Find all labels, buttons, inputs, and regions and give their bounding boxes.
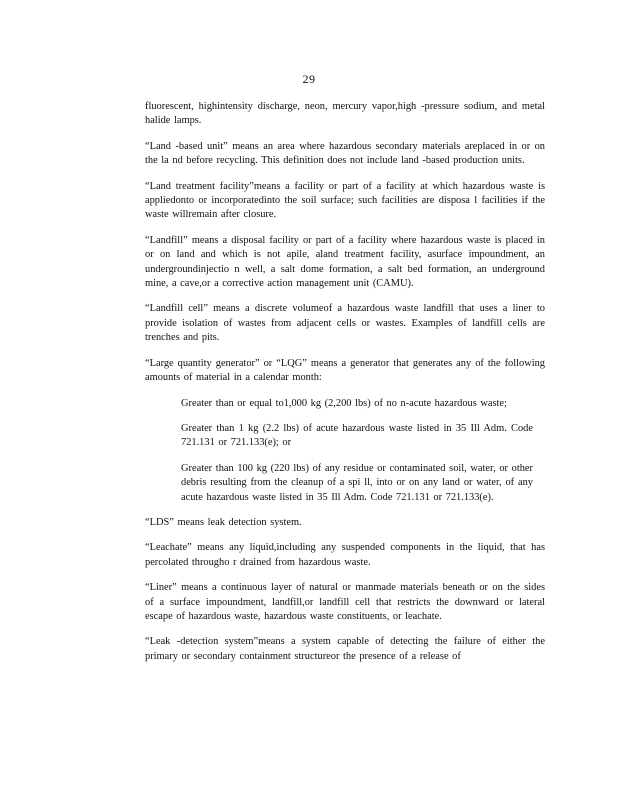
para-liner: “Liner” means a continuous layer of natural or manmade materials beneath or on the sides of a surface impoundment, landfill,or landfill cell that restricts the downward or lateral escape of hazardous waste, hazardous waste constituents, or leachate.: [145, 582, 545, 622]
item-acute-waste: Greater than 1 kg (2.2 lbs) of acute hazardous waste listed in 35 Ill Adm. Code 721.131 or 721.133(e); or: [181, 422, 533, 449]
lqg-criteria-list: [145, 397, 545, 505]
para-landfill: “Landfill” means a disposal facility or part of a facility where hazardous waste is placed in or on land and which is not apile, aland treatment facility, asurface impoundment, an undergroundinjectio n well, a salt dome formation, a salt bed formation, an underground mine, a cave,or a corrective action management unit (CAMU).: [145, 234, 545, 290]
para-leachate: “Leachate” means any liquid,including any suspended components in the liquid, that has percolated througho r drained from hazardous waste.: [145, 542, 545, 568]
definitions-before-list: [145, 100, 545, 386]
para-landfill-cell: “Landfill cell” means a discrete volumeof a hazardous waste landfill that uses a liner to provide isolation of wastes from adjacent cells or wastes. Examples of landfill cells are trenches and pits.: [145, 303, 545, 344]
para-large-quantity-generator: “Large quantity generator” or “LQG” means a generator that generates any of the following amounts of material in a calendar month:: [145, 357, 545, 384]
document-body: [145, 100, 545, 675]
item-non-acute-waste: Greater than or equal to1,000 kg (2,200 lbs) of no n-acute hazardous waste;: [181, 397, 507, 409]
para-land-treatment-facility: “Land treatment facility”means a facility or part of a facility at which hazardous waste is appliedonto or incorporatedinto the soil surface; such facilities are disposa l facilities if the waste willremain after closure.: [145, 180, 545, 221]
para-land-based-unit: “Land -based unit” means an area where hazardous secondary materials areplaced in or on the la nd before recycling. This definition does not include land -based production units.: [145, 140, 545, 167]
page-number: 29: [302, 72, 316, 86]
para-fluorescent: fluorescent, highintensity discharge, neon, mercury vapor,high -pressure sodium, and metal halide lamps.: [145, 101, 545, 127]
definitions-after-list: [145, 516, 545, 664]
para-lds: “LDS” means leak detection system.: [145, 516, 302, 528]
para-leak-detection-system: “Leak -detection system”means a system capable of detecting the failure of either the primary or secondary containment structureor the presence of a release of: [145, 636, 545, 662]
item-contaminated-residue: Greater than 100 kg (220 lbs) of any residue or contaminated soil, water, or other debris resulting from the cleanup of a spi ll, into or on any land or water, of any acute hazardous waste listed in 35 Ill Adm. Code 721.131 or 721.133(e).: [181, 462, 533, 503]
